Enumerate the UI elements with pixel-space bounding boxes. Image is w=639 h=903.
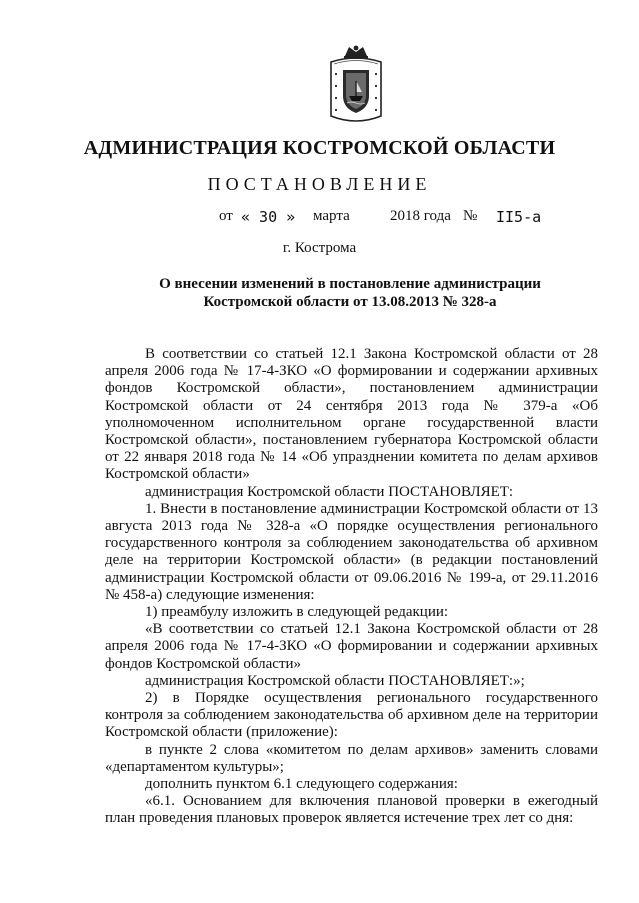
date-month: марта: [313, 208, 350, 224]
number-sign: №: [463, 208, 478, 224]
heading-line-1: О внесении изменений в постановление администрации: [159, 276, 541, 292]
coat-of-arms-emblem: [327, 44, 385, 126]
document-number: II5-а: [496, 208, 542, 226]
paragraph-item-1: 1. Внести в постановление администрации Костромской области от 13 августа 2013 года № 328-а «О порядке осуществления регионального государственного контроля за соблюдением законодательства об архивном деле на территории Костромской области» (в редакции постановлений администрации Костромской области от 09.06.2016 № 199-а, от 29.11.2016 № 458-а) следующие изменения:: [105, 500, 598, 603]
paragraph-add-point: дополнить пунктом 6.1 следующего содержания:: [145, 776, 458, 793]
organization-title: АДМИНИСТРАЦИЯ КОСТРОМСКОЙ ОБЛАСТИ: [83, 137, 556, 159]
date-prefix: от: [219, 208, 233, 224]
document-body: [105, 346, 598, 828]
document-heading: [140, 275, 560, 311]
paragraph-resolves: администрация Костромской области ПОСТАНОВЛЯЕТ:: [145, 483, 514, 500]
date-day: « 30 »: [241, 208, 296, 226]
paragraph-new-resolves: администрация Костромской области ПОСТАНОВЛЯЕТ:»;: [145, 672, 525, 689]
city-name: г. Кострома: [282, 240, 357, 256]
paragraph-subitem-1: 1) преамбулу изложить в следующей редакции:: [145, 604, 449, 621]
document-type: ПОСТАНОВЛЕНИЕ: [207, 174, 432, 194]
paragraph-subitem-2: 2) в Порядке осуществления регионального государственного контроля за соблюдением законодательства об архивном деле на территории Костромской области (приложение):: [105, 690, 598, 741]
paragraph-new-preamble: «В соответствии со статьей 12.1 Закона Костромской области от 28 апреля 2006 года № 17-4-ЗКО «О формировании и содержании архивных фондов Костромской области»: [105, 621, 598, 672]
date-number-line: [0, 208, 639, 232]
paragraph-point-2-change: в пункте 2 слова «комитетом по делам архивов» заменить словами «департаментом культуры»;: [105, 741, 598, 775]
paragraph-point-6-1: «6.1. Основанием для включения плановой проверки в ежегодный план проведения плановых проверок является истечение трех лет со дня:: [105, 793, 598, 827]
date-year: 2018 года: [390, 208, 451, 224]
paragraph-preamble: В соответствии со статьей 12.1 Закона Костромской области от 28 апреля 2006 года № 17-4-ЗКО «О формировании и содержании архивных фондов Костромской области», постановлением администрации Костромской области от 24 сентября 2013 года № 379-а «Об уполномоченном исполнительном органе государственной власти Костромской области», постановлением губернатора Костромской области от 22 января 2018 года № 14 «Об упразднении комитета по делам архивов Костромской области»: [105, 346, 598, 483]
heading-line-2: Костромской области от 13.08.2013 № 328-а: [203, 294, 497, 310]
